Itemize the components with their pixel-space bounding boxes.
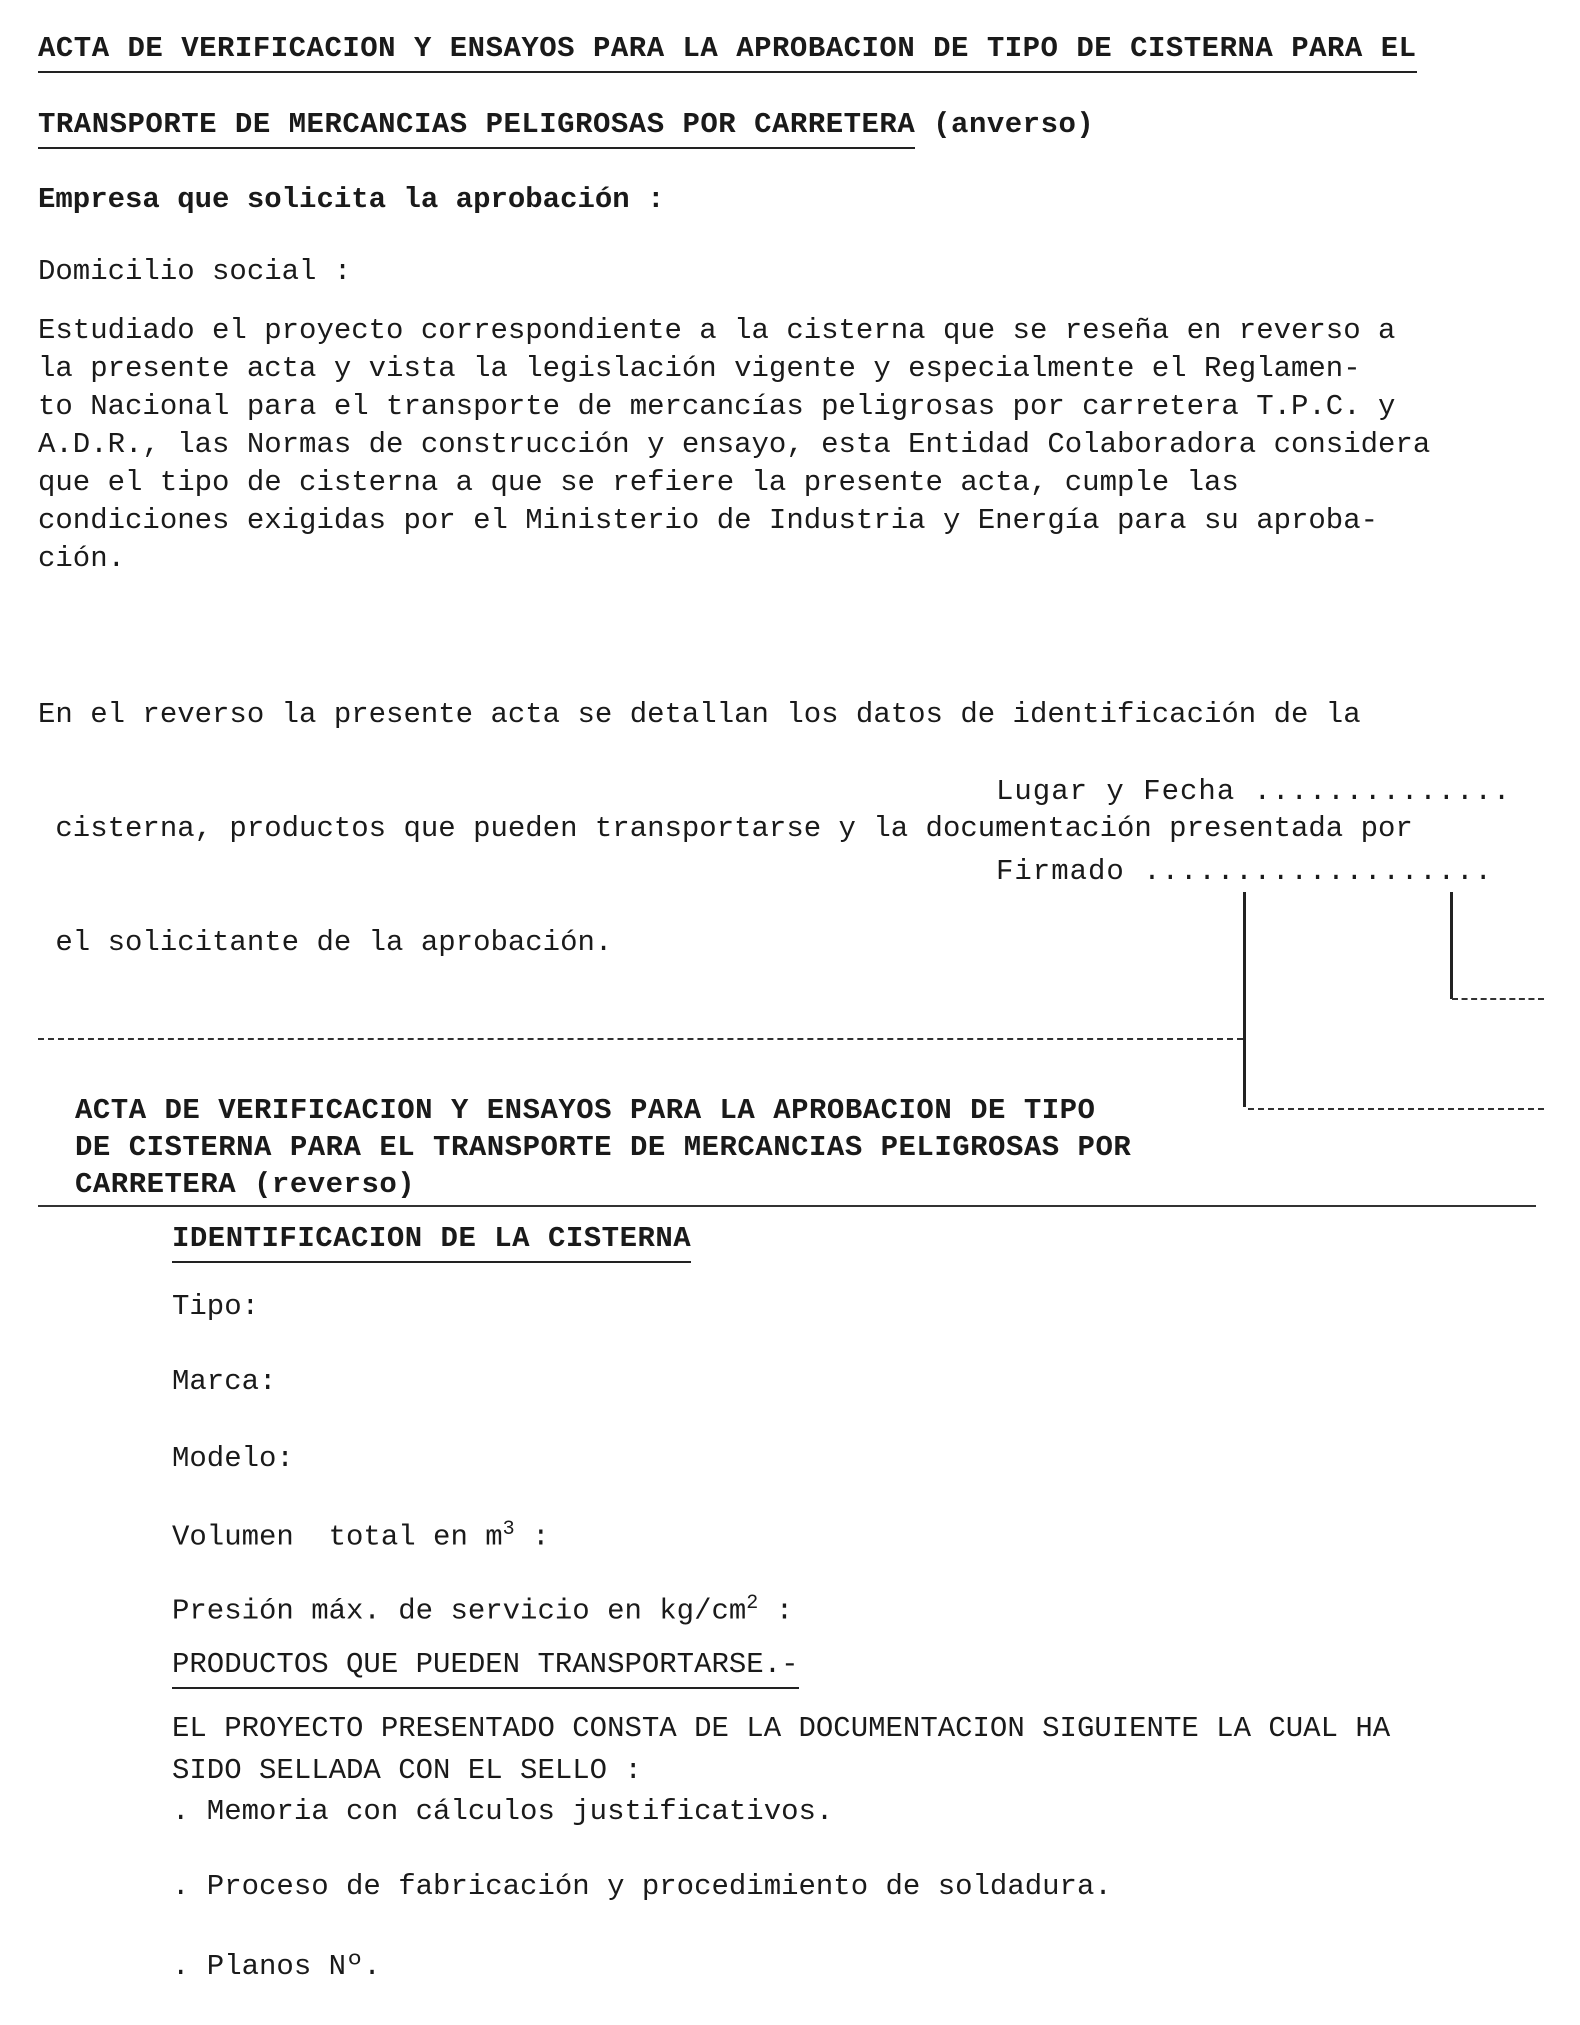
empresa-label: Empresa que solicita la aprobación : [38,183,665,216]
productos-heading-text: PRODUCTOS QUE PUEDEN TRANSPORTARSE.- [172,1648,799,1689]
doc-item-planos: . Planos Nº. [172,1950,381,1983]
back-title-rule [38,1205,1536,1207]
fold-mark-right [1450,892,1453,999]
fold-mark-left [1243,892,1246,1107]
paragraph-line: el solicitante de la aprobación. [38,926,613,959]
front-paragraph-1 [38,312,1430,578]
marca-label: Marca: [172,1365,277,1398]
lugar-fecha-field: Lugar y Fecha .............. [996,775,1512,808]
front-title-line1-text: ACTA DE VERIFICACION Y ENSAYOS PARA LA APROBACION DE TIPO DE CISTERNA PARA EL [38,32,1417,73]
front-title-suffix: (anverso) [933,108,1095,141]
paragraph-line: Estudiado el proyecto correspondiente a la cisterna que se reseña en reverso a [38,314,1396,347]
proyecto-statement [172,1708,1390,1792]
proyecto-line2: SIDO SELLADA CON EL SELLO : [172,1754,642,1787]
cut-line [38,1038,1243,1040]
paragraph-line: to Nacional para el transporte de mercancías peligrosas por carretera T.P.C. y [38,390,1396,423]
back-title-line1: ACTA DE VERIFICACION Y ENSAYOS PARA LA APROBACION DE TIPO [75,1094,1096,1127]
paragraph-line: la presente acta y vista la legislación vigente y especialmente el Reglamen- [38,352,1361,385]
paragraph-line: condiciones exigidas por el Ministerio de Industria y Energía para su aproba- [38,504,1379,537]
front-title-line2 [38,108,1094,141]
volumen-superscript: 3 [502,1518,515,1541]
presion-text: Presión máx. de servicio en kg/cm [172,1594,747,1628]
volumen-text: Volumen total en m [172,1520,503,1554]
fold-mark-right-tick [1452,998,1544,1000]
fold-mark-bottom-tick [1248,1108,1544,1110]
front-paragraph-2 [38,620,1413,1000]
proyecto-line1: EL PROYECTO PRESENTADO CONSTA DE LA DOCUMENTACION SIGUIENTE LA CUAL HA [172,1712,1391,1745]
modelo-label: Modelo: [172,1442,294,1475]
paragraph-line: En el reverso la presente acta se detallan los datos de identificación de la [38,698,1361,731]
front-title-line2-text: TRANSPORTE DE MERCANCIAS PELIGROSAS POR CARRETERA [38,108,915,149]
volumen-label [172,1518,549,1554]
presion-colon: : [758,1594,794,1628]
paragraph-line: ción. [38,542,126,575]
tipo-label: Tipo: [172,1290,260,1323]
presion-superscript: 2 [746,1592,759,1615]
doc-item-proceso: . Proceso de fabricación y procedimiento de soldadura. [172,1870,1112,1903]
volumen-colon: : [514,1520,550,1554]
ident-heading [172,1222,691,1255]
paragraph-line: que el tipo de cisterna a que se refiere la presente acta, cumple las [38,466,1239,499]
presion-label [172,1592,793,1628]
productos-heading [172,1648,799,1681]
front-title-line1 [38,32,1417,65]
back-title-line3: CARRETERA (reverso) [75,1168,416,1201]
paragraph-line: cisterna, productos que pueden transportarse y la documentación presentada por [38,812,1413,845]
back-title [75,1092,1131,1203]
paragraph-line: A.D.R., las Normas de construcción y ensayo, esta Entidad Colaboradora considera [38,428,1431,461]
ident-heading-text: IDENTIFICACION DE LA CISTERNA [172,1222,691,1263]
back-title-line2: DE CISTERNA PARA EL TRANSPORTE DE MERCANCIAS PELIGROSAS POR [75,1131,1132,1164]
doc-item-memoria: . Memoria con cálculos justificativos. [172,1795,834,1828]
domicilio-label: Domicilio social : [38,255,352,288]
firmado-field: Firmado ................... [996,855,1493,888]
